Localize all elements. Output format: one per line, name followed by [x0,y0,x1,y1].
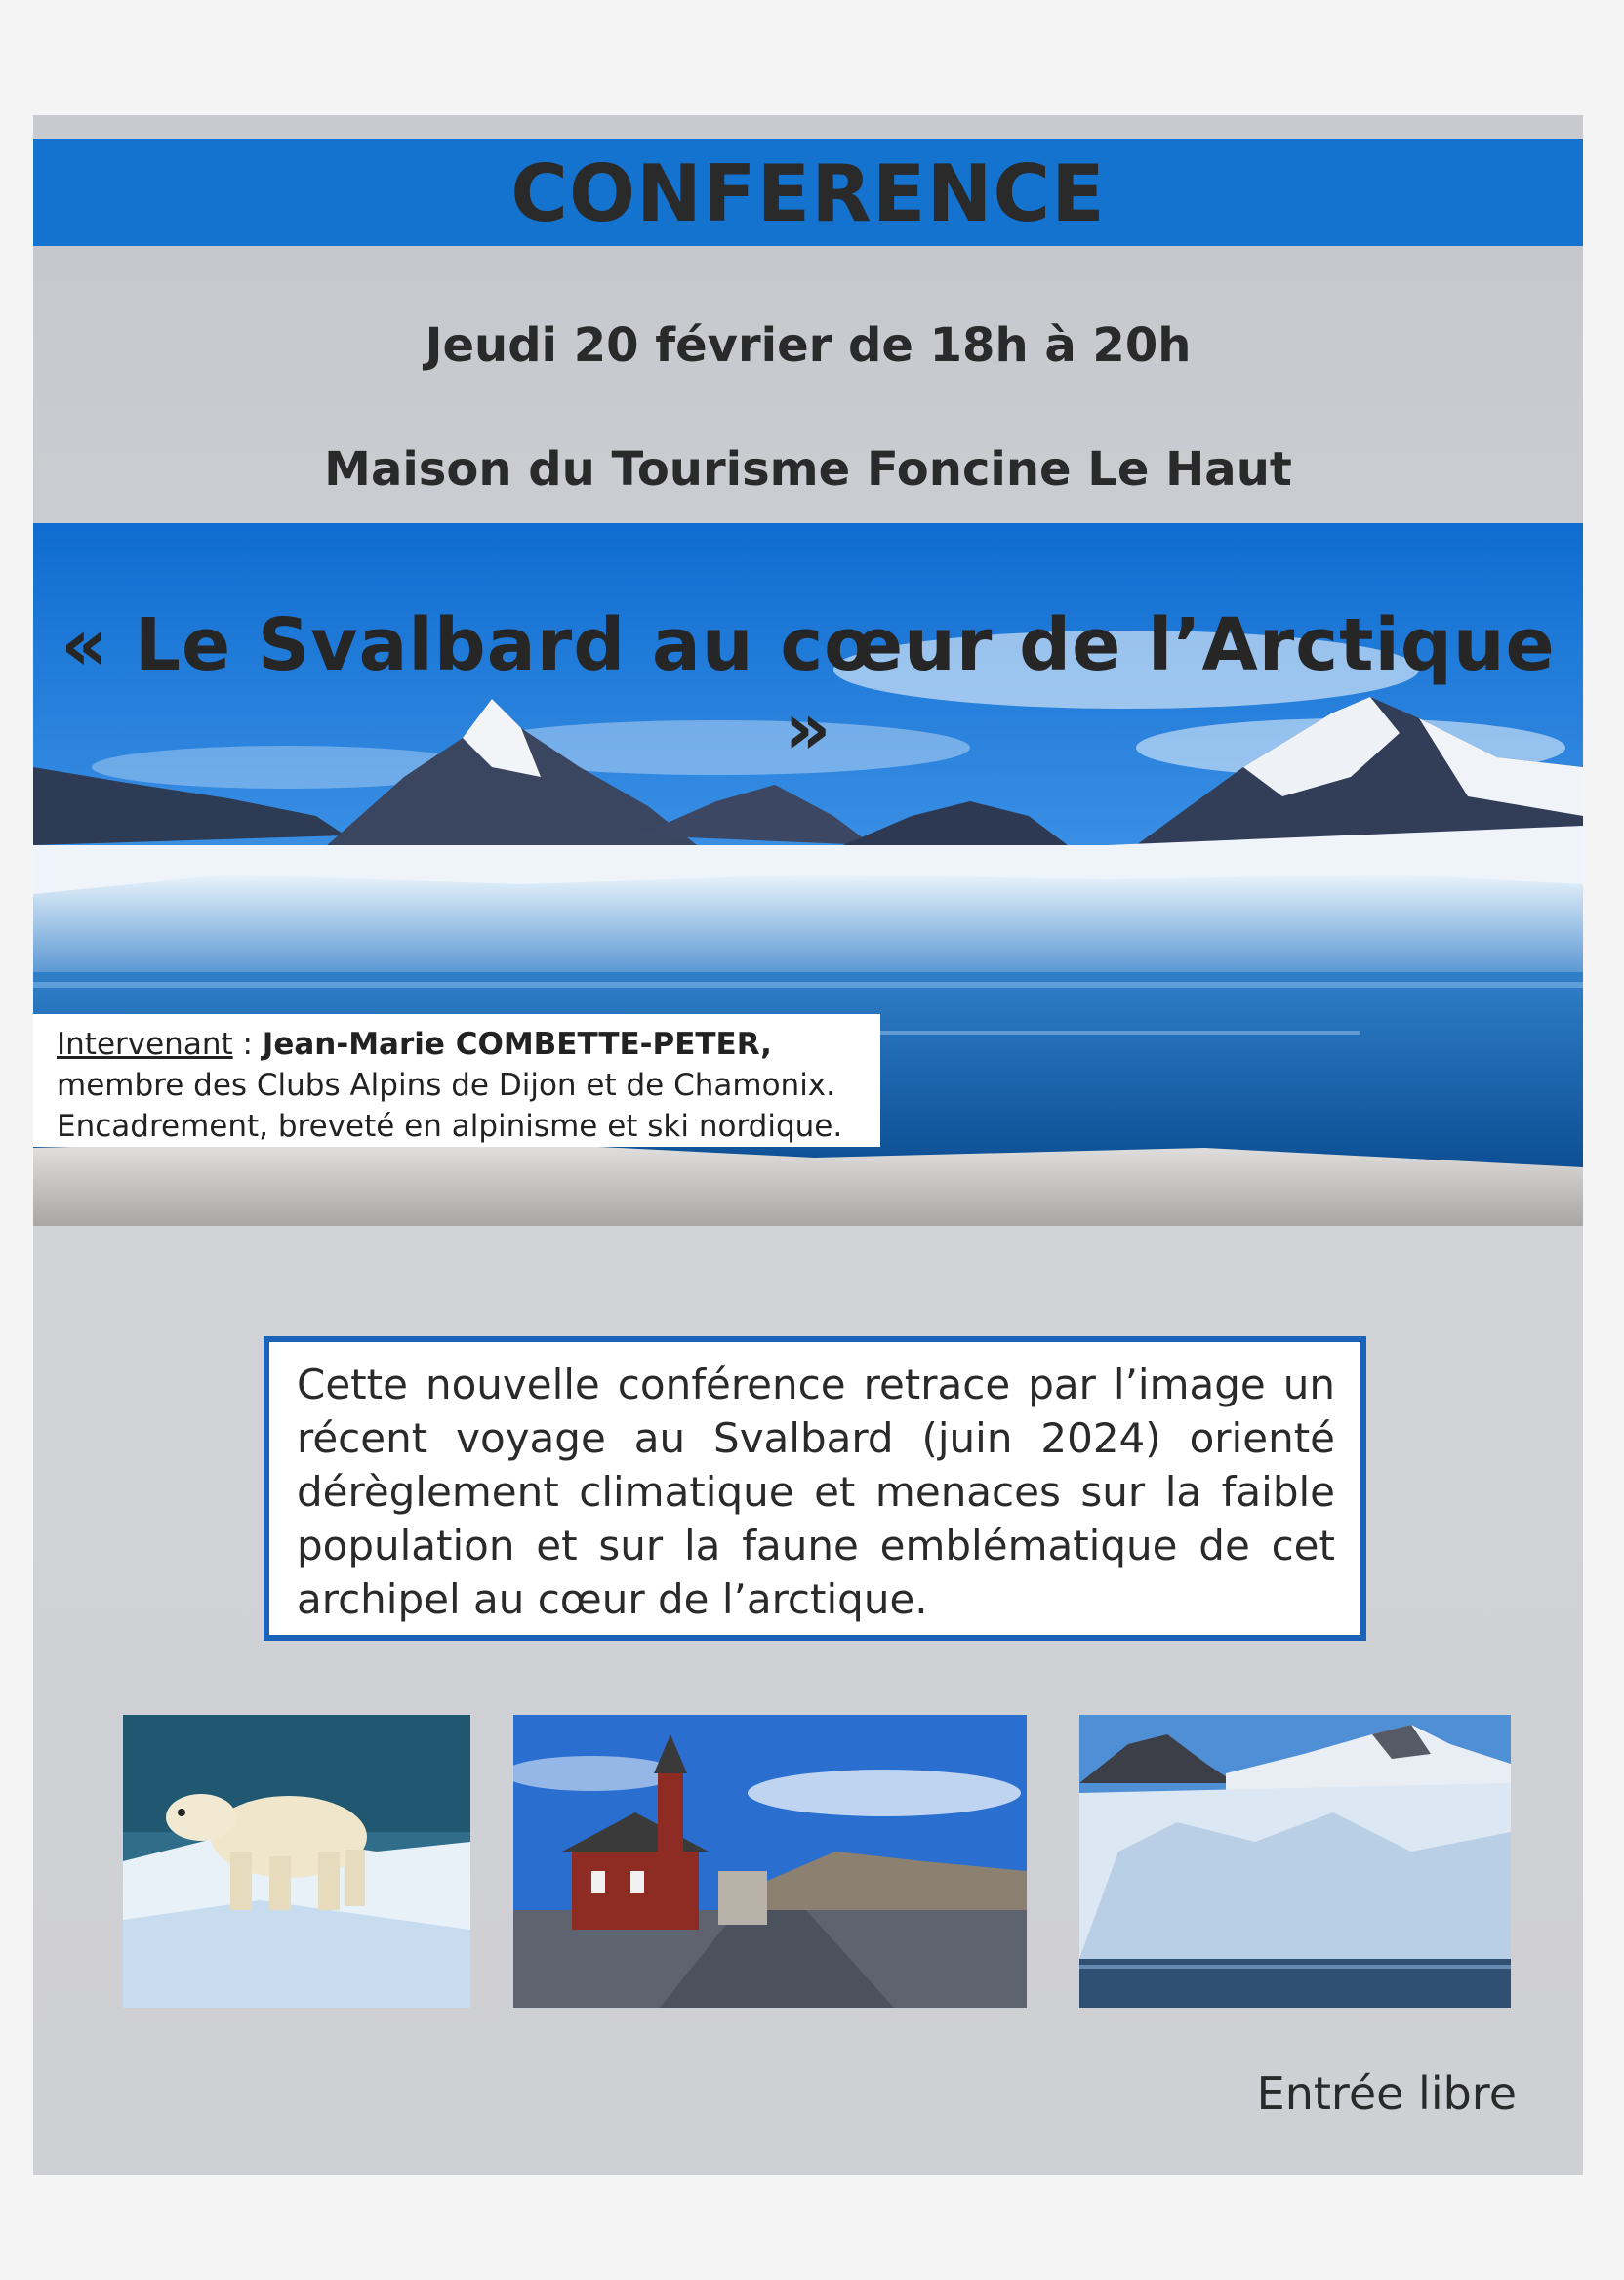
free-entry-label: Entrée libre [1256,2067,1517,2120]
speaker-line-1 [57,1024,880,1065]
church-photo [513,1715,1027,2008]
poster-title: CONFERENCE [510,148,1106,239]
description-box: Cette nouvelle conférence retrace par l’image un récent voyage au Svalbard (juin 2024) orienté dérèglement climatique et menaces sur la faible population et sur la faune emblématique de cet archipel au cœur de l’arctique. [264,1336,1366,1641]
top-gray-strip [33,115,1583,139]
speaker-box [33,1014,880,1147]
speaker-separator: : [232,1027,263,1062]
speaker-line-3: Encadrement, breveté en alpinisme et ski nordique. [57,1109,843,1144]
conference-headline: « Le Svalbard au cœur de l’Arctique » [61,603,1556,771]
speaker-label: Intervenant [57,1027,233,1062]
glacier-photo [1079,1715,1511,2008]
polar-bear-photo [123,1715,470,2008]
speaker-line-2: membre des Clubs Alpins de Dijon et de Chamonix. [57,1068,836,1103]
event-venue: Maison du Tourisme Foncine Le Haut [324,442,1292,497]
poster-sheet [33,115,1583,2175]
speaker-name: Jean-Marie COMBETTE-PETER, [262,1027,772,1062]
event-date: Jeudi 20 février de 18h à 20h [425,318,1192,373]
